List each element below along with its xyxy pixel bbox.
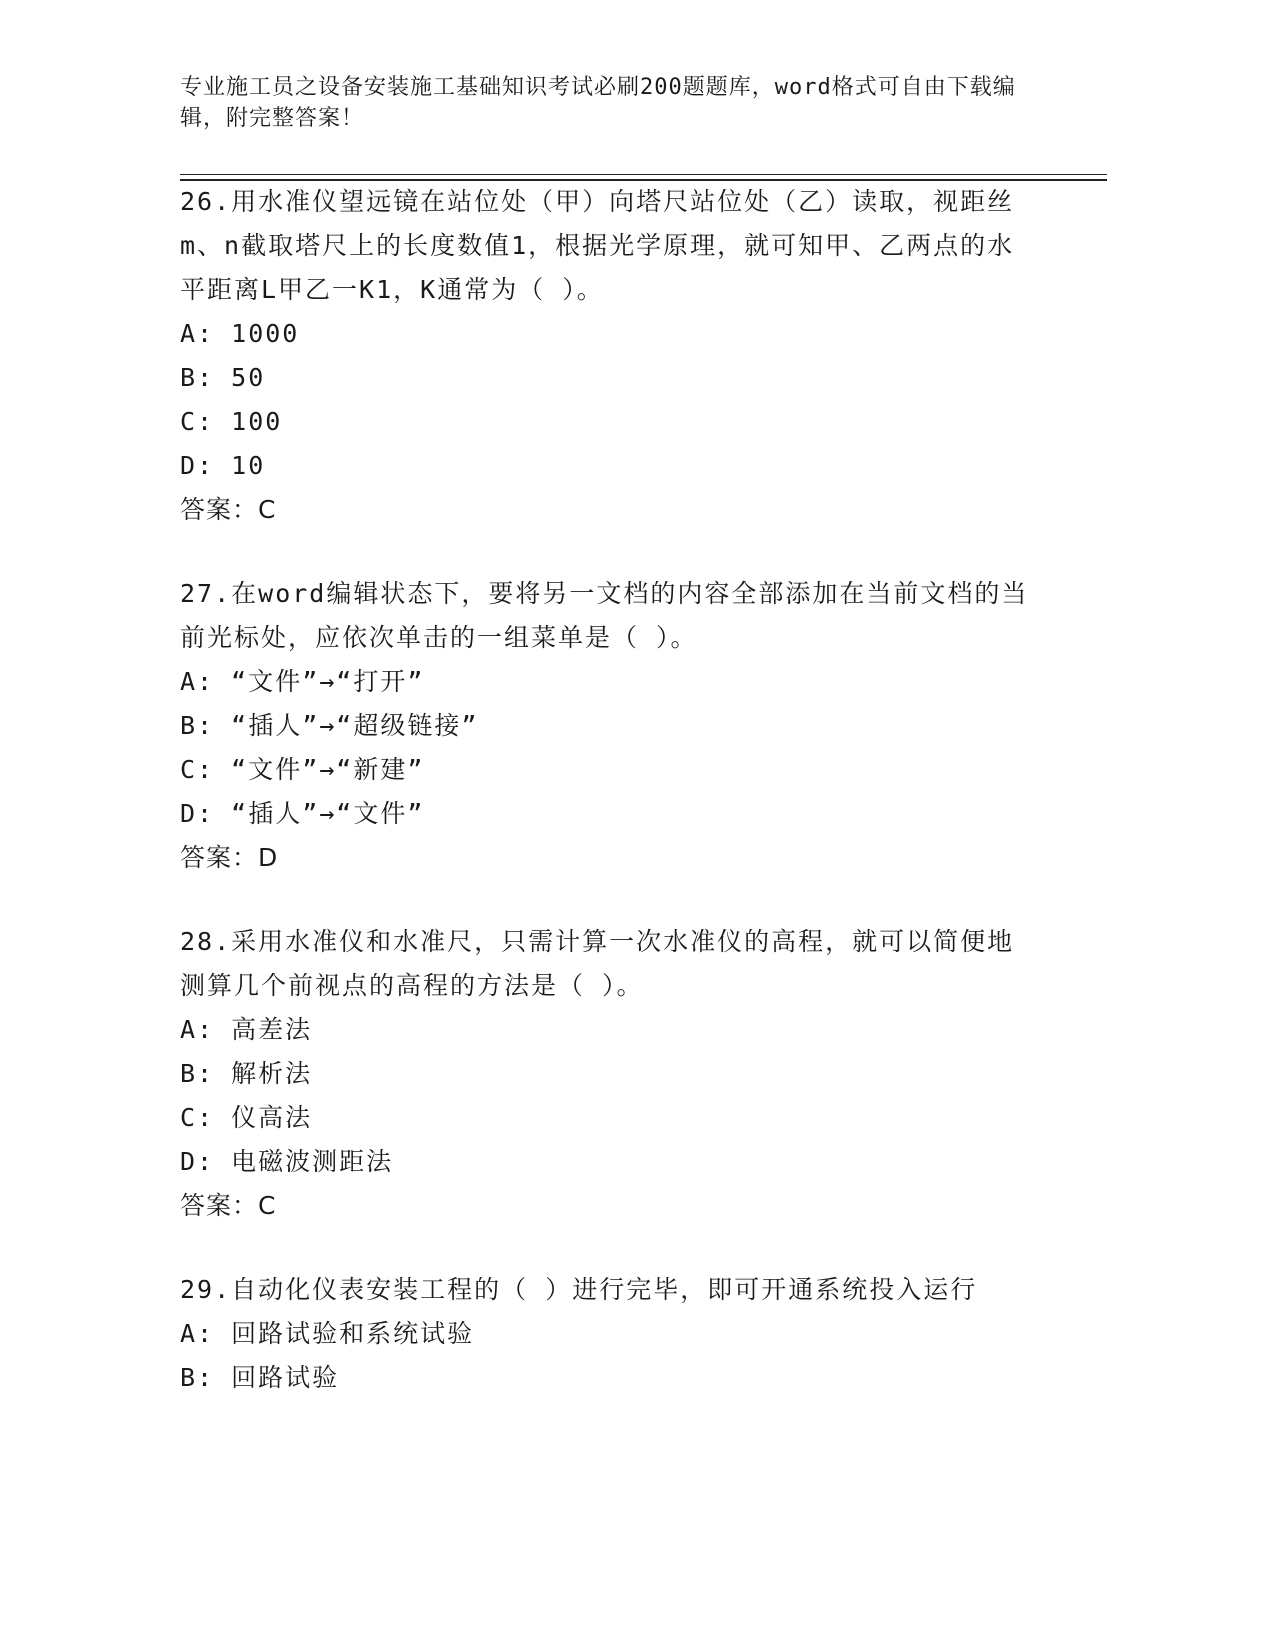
option-b: B: 解析法 [180,1059,313,1088]
option-a: A: 1000 [180,319,300,348]
option-d: D: 电磁波测距法 [180,1147,394,1176]
option-b: B: “插人”→“超级链接” [180,711,479,740]
header-divider-thin [180,174,1107,175]
answer-line: 答案：C [180,495,277,524]
option-d: D: “插人”→“文件” [180,799,425,828]
question-28 [180,920,1040,1228]
option-d: D: 10 [180,451,266,480]
question-stem: 29.自动化仪表安装工程的（ ）进行完毕，即可开通系统投入运行 [180,1275,978,1304]
answer-line: 答案：C [180,1191,277,1220]
document-title: 专业施工员之设备安装施工基础知识考试必刷200题题库，word格式可自由下载编辑，附完整答案！ [180,75,1016,131]
option-c: C: 仪高法 [180,1103,313,1132]
question-27 [180,572,1040,880]
option-b: B: 50 [180,363,266,392]
question-stem: 28.采用水准仪和水准尺，只需计算一次水准仪的高程，就可以简便地测算几个前视点的高程的方法是（ ）。 [180,927,1015,1000]
option-a: A: 高差法 [180,1015,313,1044]
question-29 [180,1268,1040,1400]
option-a: A: 回路试验和系统试验 [180,1319,475,1348]
option-c: C: 100 [180,407,283,436]
page-header [180,72,1040,134]
answer-line: 答案：D [180,843,279,872]
option-c: C: “文件”→“新建” [180,755,425,784]
question-26 [180,180,1040,532]
option-b: B: 回路试验 [180,1363,340,1392]
option-a: A: “文件”→“打开” [180,667,425,696]
question-stem: 26.用水准仪望远镜在站位处（甲）向塔尺站位处（乙）读取，视距丝m、n截取塔尺上的长度数值1，根据光学原理，就可知甲、乙两点的水平距离L甲乙一K1，K通常为（ ）。 [180,187,1015,304]
question-stem: 27.在word编辑状态下，要将另一文档的内容全部添加在当前文档的当前光标处，应依次单击的一组菜单是（ ）。 [180,579,1029,652]
